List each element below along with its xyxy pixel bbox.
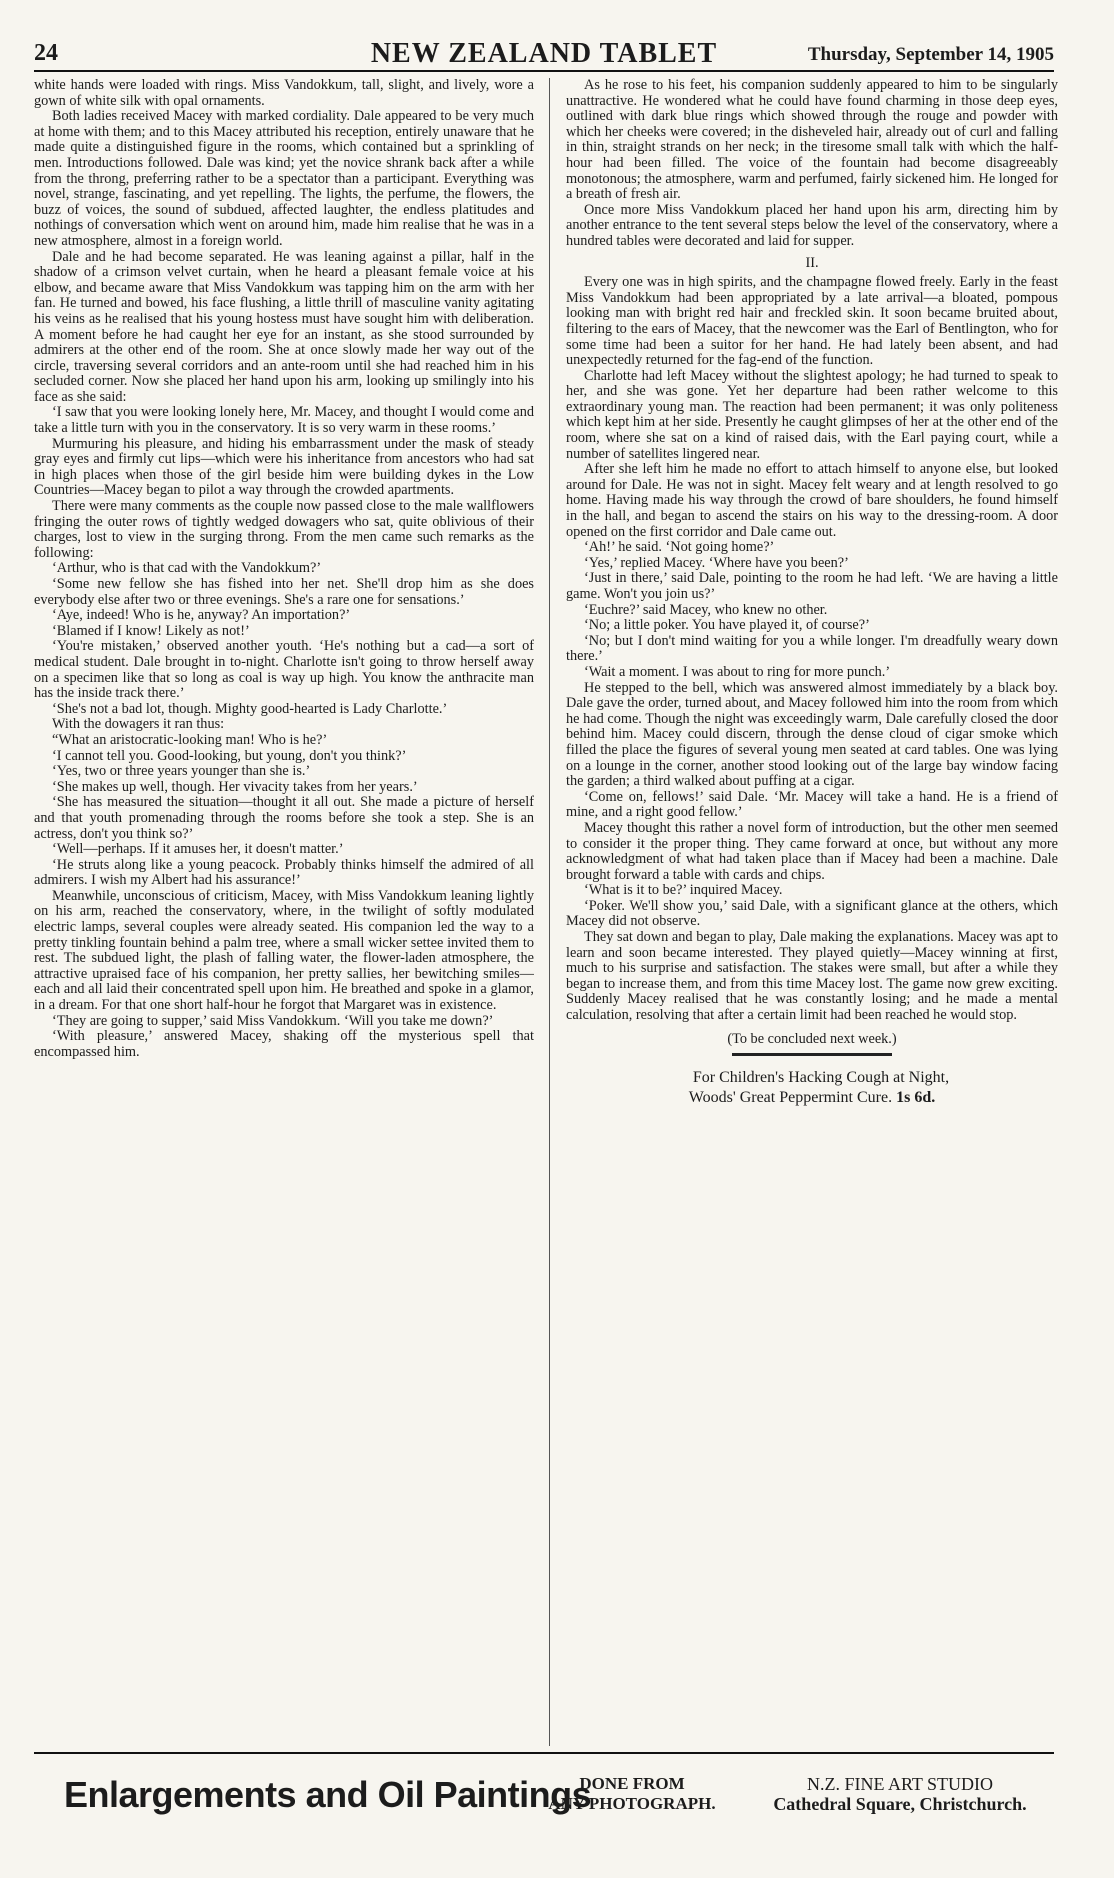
article-paragraph: ‘She makes up well, though. Her vivacity takes from her years.’ bbox=[52, 778, 418, 795]
ad-studio bbox=[750, 1774, 1050, 1814]
studio-address: Cathedral Square, Christchurch. bbox=[773, 1794, 1027, 1814]
article-paragraph: They sat down and began to play, Dale making the explanations. Macey was apt to learn and soon became interested. They played quietly—Macey winning at first, much to his surprise and satisfaction. The stakes were small, but after a while they began to increase them, and from this time Macey lost. The game now grew exciting. Suddenly Macey realised that he was constantly losing; and he made a mental calculation, resolving that after a certain limit had been reached he would stop. bbox=[566, 929, 1058, 1024]
page-number: 24 bbox=[34, 40, 58, 66]
studio-name: N.Z. FINE ART STUDIO bbox=[806, 1774, 994, 1794]
to-be-concluded-note: (To be concluded next week.) bbox=[727, 1030, 897, 1047]
article-paragraph: ‘They are going to supper,’ said Miss Vandokkum. ‘Will you take me down?’ bbox=[52, 1012, 494, 1029]
article-paragraph: With the dowagers it ran thus: bbox=[52, 716, 225, 733]
article-paragraph: ‘Euchre?’ said Macey, who knew no other. bbox=[584, 601, 828, 618]
article-paragraph: He stepped to the bell, which was answered almost immediately by a black boy. Dale gave the order, turned about, and Macey followed him into the room from which he had come. Though the night was exceedingly warm, Dale carefully closed the door behind him. Macey could discern, through the dense cloud of cigar smoke which filled the place the figures of several young men seated at card tables. One was lying on a lounge in the corner, another stood looking out of the large bay window facing the garden; a third walked about puffing at a cigar. bbox=[566, 679, 1058, 790]
footer-rule bbox=[34, 1752, 1054, 1754]
article-paragraph: Dale and he had become separated. He was leaning against a pillar, half in the shadow of a crimson velvet curtain, when he heard a pleasant female voice at his elbow, and became aware that Miss Vandokkum was tapping him on the arm with her fan. He turned and bowed, his face flushing, a little thrill of masculine vanity agitating his veins as he realised that his young hostess must have sought him with deliberation. A moment before he had caught her eye for an instant, as she stood surrounded by admirers at the other end of the room. She at once slowly made her way out of the circle, traversing several corridors and an ante-room until she had reached him in his secluded corner. Now she placed her hand upon his arm, looking up smilingly into his face as she said: bbox=[34, 248, 534, 405]
issue-date: Thursday, September 14, 1905 bbox=[807, 44, 1054, 65]
article-paragraph: ‘She's not a bad lot, though. Mighty good-hearted is Lady Charlotte.’ bbox=[52, 700, 448, 717]
any-photograph-text: ANY PHOTOGRAPH. bbox=[548, 1794, 716, 1813]
ad-line-1: For Children's Hacking Cough at Night, bbox=[692, 1069, 950, 1087]
cough-cure-ad bbox=[566, 1068, 1058, 1108]
masthead-title: NEW ZEALAND TABLET bbox=[370, 38, 718, 69]
article-paragraph: ‘No; a little poker. You have played it, of course?’ bbox=[584, 617, 870, 634]
article-paragraph: ‘I cannot tell you. Good-looking, but young, don't you think?’ bbox=[52, 747, 407, 764]
article-paragraph: ‘He struts along like a young peacock. Probably thinks himself the admired of all admirers. I wish my Albert had his assurance!’ bbox=[34, 856, 534, 889]
article-paragraph: ‘Blamed if I know! Likely as not!’ bbox=[52, 622, 250, 639]
column-divider bbox=[549, 78, 550, 1746]
article-paragraph: ‘Arthur, who is that cad with the Vandokkum?’ bbox=[52, 560, 322, 577]
article-paragraph: ‘Well—perhaps. If it amuses her, it doesn't matter.’ bbox=[52, 841, 344, 858]
ad-headline: Enlargements and Oil Paintings bbox=[64, 1774, 592, 1815]
article-paragraph: ‘Ah!’ he said. ‘Not going home?’ bbox=[584, 539, 775, 556]
story-part-one bbox=[566, 78, 1058, 250]
article-paragraph: ‘Poker. We'll show you,’ said Dale, with a significant glance at the others, which Macey did not observe. bbox=[566, 897, 1058, 930]
article-paragraph: ‘With pleasure,’ answered Macey, shaking off the mysterious spell that encompassed him. bbox=[34, 1028, 534, 1060]
article-paragraph: As he rose to his feet, his companion suddenly appeared to him to be singularly unattractive. He wondered what he could have found charming in those deep eyes, outlined with dark blue rings which showed through the rouge and powder with which her cheeks were covered; in the disheveled hair, already out of curl and falling in thin, straight strands on her neck; in the tiresome small talk with which the half-hour had been filled. The voice of the fountain had become disagreeably monotonous; the atmosphere, warm and perfumed, fairly sickened him. He longed for a breath of fresh air. bbox=[566, 78, 1058, 203]
article-paragraph: ‘Aye, indeed! Who is he, anyway? An importation?’ bbox=[52, 607, 351, 624]
article-paragraph: ‘Wait a moment. I was about to ring for more punch.’ bbox=[584, 663, 891, 680]
ad-price: 1s 6d. bbox=[896, 1089, 936, 1107]
article-paragraph: ‘I saw that you were looking lonely here, Mr. Macey, and thought I would come and take a little turn with you in the conservatory. It is so very warm in these rooms.’ bbox=[34, 404, 534, 437]
article-paragraph: Both ladies received Macey with marked cordiality. Dale appeared to be very much at home with them; and to this Macey attributed his reception, entirely unaware that he made quite a distinguished figure in the rooms, which contained but a sprinkling of men. Introductions followed. Dale was kind; yet the novice shrank back after a while from the throng, preferring rather to be a spectator than a participant. Everything was novel, strange, fascinating, and yet repelling. The lights, the perfume, the flowers, the buzz of voices, the sound of subdued, affected laughter, the endless platitudes and nothings of conversation which went on around him, made him realise that he was in a new atmosphere, almost in a foreign world. bbox=[34, 108, 534, 249]
article-paragraph: Murmuring his pleasure, and hiding his embarrassment under the mask of steady gray eyes and firmly cut lips—which were his inheritance from ancestors who had sat in high places when those of the girl beside him were building dykes in the Low Countries—Macey began to pilot a way through the crowded apartments. bbox=[34, 435, 534, 499]
ad-done-from bbox=[542, 1774, 722, 1814]
article-paragraph: ‘No; but I don't mind waiting for you a while longer. I'm dreadfully weary down there.’ bbox=[566, 632, 1058, 665]
left-column bbox=[34, 78, 534, 1746]
right-column bbox=[566, 78, 1058, 1746]
article-paragraph: After she left him he made no effort to attach himself to anyone else, but looked around for Dale. He was not in sight. Macey felt weary and at length resolved to go home. Having made his way through the crowd of bare shoulders, he found himself in the hall, and began to ascend the stairs on his way to the dressing-room. A door opened on the first corridor and Dale came out. bbox=[566, 461, 1058, 540]
article-paragraph: ‘She has measured the situation—thought it all out. She made a picture of herself and that youth promenading through the rooms before she took a step. She is an actress, don't you think so?’ bbox=[34, 794, 534, 842]
article-paragraph: “What an aristocratic-looking man! Who is he?’ bbox=[52, 731, 328, 748]
footer-advertisement bbox=[34, 1760, 1054, 1850]
article-paragraph: There were many comments as the couple now passed close to the male wallflowers fringing the outer rows of tightly wedged dowagers who sat, quite oblivious of their charges, lost to view in the surging throng. From the men came such remarks as the following: bbox=[34, 498, 534, 561]
article-paragraph: ‘Just in there,’ said Dale, pointing to the room he had left. ‘We are having a little game. Won't you join us?’ bbox=[566, 570, 1058, 602]
article-paragraph: Once more Miss Vandokkum placed her hand upon his arm, directing him by another entrance to the tent several steps below the level of the conservatory, where a hundred tables were decorated and laid for supper. bbox=[566, 201, 1058, 249]
article-paragraph: ‘Some new fellow she has fished into her net. She'll drop him as she does everybody else after two or three evenings. She's a rare one for sensations.’ bbox=[34, 576, 534, 608]
section-numeral: II. bbox=[805, 254, 819, 271]
page-header bbox=[34, 38, 1054, 72]
done-from-text: DONE FROM bbox=[579, 1774, 685, 1793]
article-paragraph: Meanwhile, unconscious of criticism, Macey, with Miss Vandokkum leaning lightly on his arm, reached the conservatory, where, in the twilight of softly modulated electric lamps, several couples were already seated. His companion led the way to a pretty tinkling fountain behind a palm tree, where a small wicker settee invited them to rest. The subdued light, the plash of falling water, the flower-laden atmosphere, the attractive upraised face of his companion, her pretty sallies, her bewitching smiles—each and all laid their concentrated spell upon him. He breathed and spoke in a glamor, in a dream. For that one short half-hour he forgot that Margaret was in existence. bbox=[34, 887, 534, 1014]
article-paragraph: ‘You're mistaken,’ observed another youth. ‘He's nothing but a cad—a sort of medical student. Dale brought in to-night. Charlotte isn't going to throw herself away on a specimen like that so long as coal is way up high. You know the anthracite man has the inside track there.’ bbox=[34, 638, 534, 702]
article-paragraph: Every one was in high spirits, and the champagne flowed freely. Early in the feast Miss Vandokkum had been appropriated by a late arrival—a bloated, pompous looking man with bright red hair and freckled skin. It soon became bruited about, filtering to the ears of Macey, that the newcomer was the Earl of Bentlington, who for some time had been a suitor for her hand. He had lately been absent, and had unexpectedly returned for the fag-end of the function. bbox=[566, 274, 1058, 369]
ad-line-2: Woods' Great Peppermint Cure. bbox=[688, 1089, 893, 1107]
article-paragraph: white hands were loaded with rings. Miss Vandokkum, tall, slight, and lively, wore a gown of white silk with opal ornaments. bbox=[34, 78, 534, 109]
article-paragraph: ‘Come on, fellows!’ said Dale. ‘Mr. Macey will take a hand. He is a friend of mine, and a right good fellow.’ bbox=[566, 788, 1058, 821]
article-paragraph: ‘Yes,’ replied Macey. ‘Where have you been?’ bbox=[584, 554, 849, 571]
short-rule bbox=[732, 1053, 892, 1056]
article-paragraph: ‘What is it to be?’ inquired Macey. bbox=[584, 882, 783, 899]
article-paragraph: Charlotte had left Macey without the slightest apology; he had turned to speak to her, and she was gone. Yet her departure had been rather welcome to this extraordinary young man. The reaction had been permanent; it was only politeness which kept him at her side. Presently he caught glimpses of her at the other end of the room, where she sat on a kind of raised dais, with the Earl paying court, while a number of satellites lingered near. bbox=[566, 367, 1058, 462]
story-part-two bbox=[566, 275, 1058, 1024]
article-paragraph: Macey thought this rather a novel form of introduction, but the other men seemed to consider it the proper thing. They came forward at once, but without any more acknowledgment of what had taken place than if Macey had been a machine. Dale brought forward a table with cards and chips. bbox=[566, 819, 1058, 883]
article-paragraph: ‘Yes, two or three years younger than she is.’ bbox=[52, 763, 311, 780]
